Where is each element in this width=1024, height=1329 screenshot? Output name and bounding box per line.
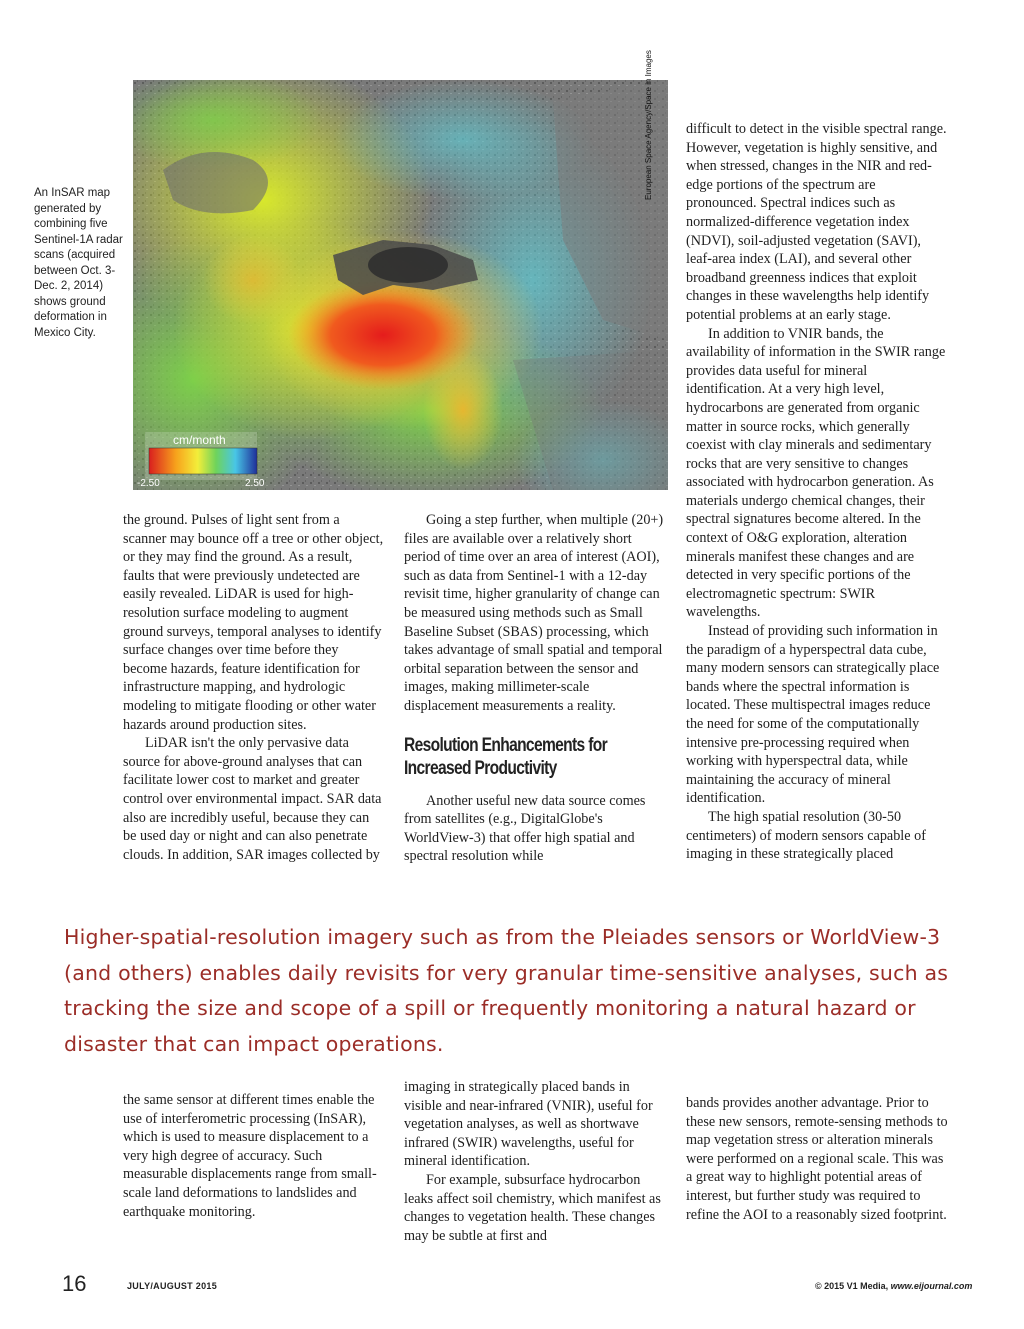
copyright-text: © 2015 V1 Media,: [815, 1281, 891, 1291]
legend-min: -2.50: [137, 478, 160, 489]
pull-quote: Higher-spatial-resolution imagery such as from the Pleiades sensors or WorldView-3 (and others) enables daily revisits for very granular time-sensitive analyses, such as tracking the size and scope of a spill or frequently monitoring a natural hazard or disaster that can impact operations.: [64, 925, 949, 1056]
paragraph: For example, subsurface hydrocarbon leaks affect soil chemistry, which manifest as changes to vegetation health. These changes may be subtle at first and: [404, 1171, 661, 1244]
paragraph: bands provides another advantage. Prior to these new sensors, remote-sensing methods to map vegetation stress or alteration minerals were performed on a regional scale. This was a great way to highlight potential areas of interest, but further study was required to refine the AOI to a reasonably sized footprint.: [686, 1095, 948, 1223]
image-credit: European Space Agency/Space in Images: [644, 50, 653, 200]
copyright: [815, 1281, 972, 1291]
paragraph: the same sensor at different times enable the use of interferometric processing (InSAR), which is used to measure displacement to a very high degree of accuracy. Such measurable displacements range from small-scale land deformations to landslides and earthquake monitoring.: [123, 1092, 377, 1220]
section-heading: Resolution Enhancements for Increased Productivity: [404, 734, 608, 779]
paragraph: Instead of providing such information in the paradigm of a hyperspectral data cube, many modern sensors can strategically place bands where the spectral information is located. These multispectral images reduce the need for some of the computationally intensive pre-processing required when working with hyperspectral data, while maintaining the accuracy of mineral identification.: [686, 623, 940, 807]
column-1-bottom: [123, 1091, 385, 1221]
paragraph: LiDAR isn't the only pervasive data source for above-ground analyses that can facilitate lower cost to market and greater control over environmental impact. SAR data also are incredibly useful, because they can be used day or night and can also penetrate clouds. In addition, SAR images collected by: [123, 735, 382, 863]
paragraph: the ground. Pulses of light sent from a scanner may bounce off a tree or other object, or they may find the ground. As a result, faults that were previously undetected are easily revealed. LiDAR is used for high-resolution surface modeling to augment ground surveys, temporal analyses to identify surface changes over time before they become hazards, feature identification for infrastructure mapping, and hydrologic modeling to mitigate flooding or other water hazards around production sites.: [123, 512, 384, 733]
column-2-bottom: [404, 1078, 666, 1245]
insar-map-figure: [133, 50, 668, 490]
issue-date: JULY/AUGUST 2015: [127, 1281, 218, 1291]
website-link[interactable]: www.eijournal.com: [890, 1281, 973, 1291]
paragraph: difficult to detect in the visible spectral range. However, vegetation is highly sensitive, and when stressed, changes in the NIR and red-edge portions of the spectrum are pronounced. Spectral indices such as normalized-difference vegetation index (NDVI), soil-adjusted vegetation (SAVI), leaf-area index (LAI), and several other broadband greenness indices that exploit changes in these wavelengths help identify potential problems at an early stage.: [686, 121, 947, 323]
legend-title: cm/month: [173, 433, 226, 447]
column-3-bottom: [686, 1094, 948, 1224]
paragraph: Another useful new data source comes from satellites (e.g., DigitalGlobe's WorldView-3) that offer high spatial and spectral resolution while: [404, 792, 646, 865]
legend-max: 2.50: [245, 478, 265, 489]
paragraph: The high spatial resolution (30-50 centimeters) of modern sensors capable of imaging in these strategically placed: [686, 808, 926, 863]
column-3-top: [686, 120, 948, 864]
paragraph: Going a step further, when multiple (20+) files are available over a relatively short period of time over an area of interest (AOI), such as data from Sentinel-1 with a 12-day revisit time, higher granularity of change can be measured using methods such as Small Baseline Subset (SBAS) processing, which takes advantage of small spatial and temporal orbital separation between the sensor and images, making millimeter-scale displacement measurements a reality.: [404, 512, 664, 714]
paragraph: In addition to VNIR bands, the availability of information in the SWIR range provides data useful for mineral identification. At a very high level, hydrocarbons are generated from organic matter in source rocks, which generally coexist with clay minerals and sedimentary rocks that are very sensitive to changes associated with hydrocarbon generation. As materials undergo chemical changes, their spectral signatures become altered. In the context of O&G exploration, alteration minerals manifest these changes and are detected in very specific portions of the electromagnetic spectrum: SWIR wavelengths.: [686, 325, 946, 621]
page-number: 16: [62, 1271, 87, 1296]
figure-caption: An InSAR map generated by combining five Sentinel-1A radar scans (acquired between Oct. 3-Dec. 2, 2014) shows ground deformation in Mexico City.: [34, 187, 123, 339]
column-2-top: [404, 511, 666, 866]
paragraph: imaging in strategically placed bands in visible and near-infrared (VNIR), useful for vegetation analyses, as well as shortwave infrared (SWIR) wavelengths, useful for mineral identification.: [404, 1079, 653, 1170]
column-1-top: [123, 511, 385, 864]
